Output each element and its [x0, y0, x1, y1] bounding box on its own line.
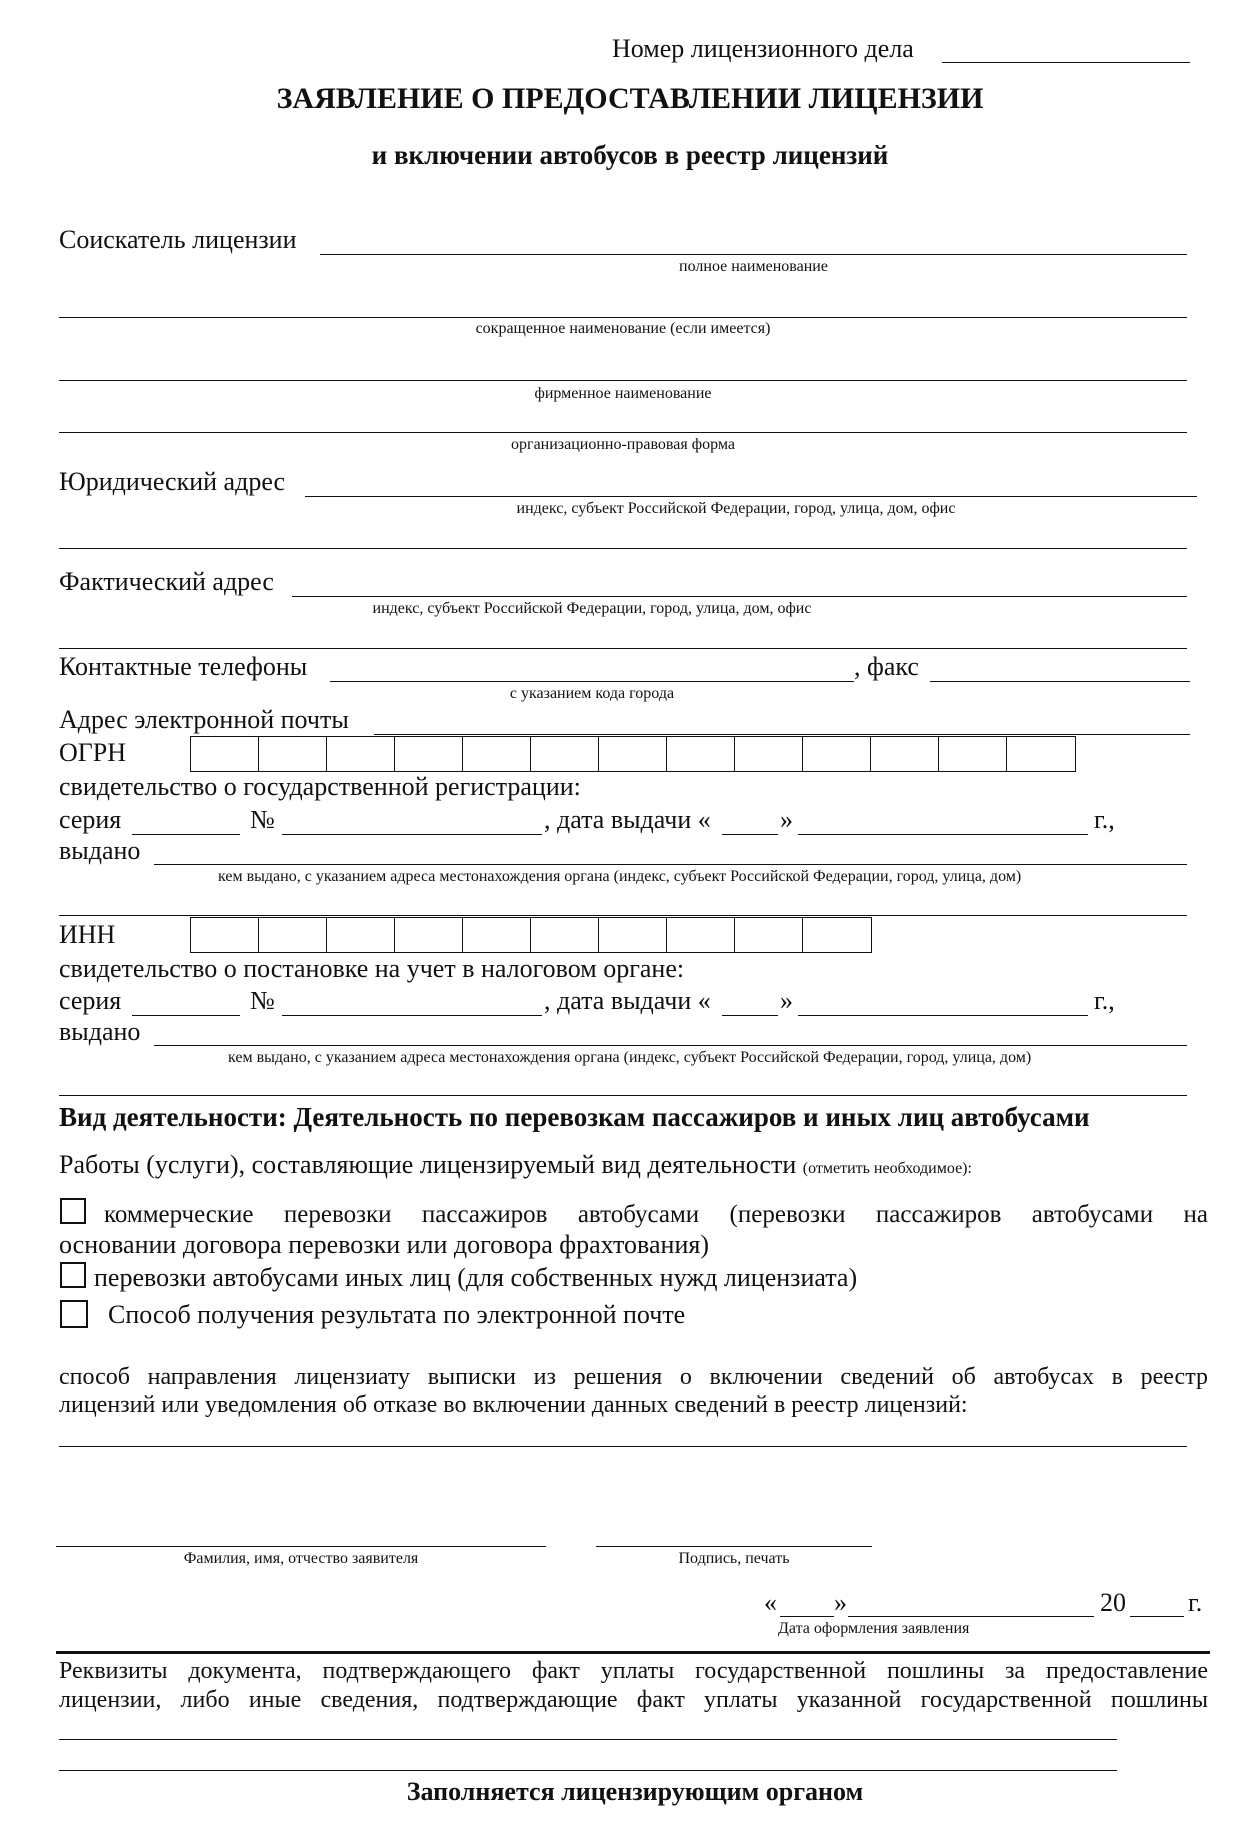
ogrn-cell[interactable]: [939, 737, 1007, 771]
ogrn-issued-field[interactable]: [154, 864, 1187, 865]
sign-date-open: «: [764, 1588, 777, 1617]
legal-address-field-line2[interactable]: [59, 548, 1187, 549]
ogrn-label: ОГРН: [59, 738, 127, 767]
inn-certificate-label: свидетельство о постановке на учет в налоговом органе:: [59, 954, 685, 983]
actual-address-field[interactable]: [292, 596, 1187, 597]
ogrn-date-month-field[interactable]: [798, 834, 1088, 835]
ogrn-date-label: , дата выдачи «: [544, 805, 711, 834]
sign-date-caption: Дата оформления заявления: [778, 1620, 970, 1637]
option-email-result-checkbox[interactable]: [60, 1300, 88, 1328]
applicant-name-caption: Фамилия, имя, отчество заявителя: [183, 1550, 419, 1567]
inn-label: ИНН: [59, 920, 116, 949]
ogrn-cell[interactable]: [463, 737, 531, 771]
ogrn-series-field[interactable]: [132, 834, 240, 835]
option-commercial-label-line1: коммерческие перевозки пассажиров автобусами (перевозки пассажиров автобусами на: [104, 1201, 1208, 1228]
ogrn-cell[interactable]: [735, 737, 803, 771]
option-commercial-checkbox[interactable]: [60, 1198, 86, 1224]
ogrn-cell[interactable]: [327, 737, 395, 771]
ogrn-issued-label: выдано: [59, 836, 141, 865]
works-label: Работы (услуги), составляющие лицензируемый вид деятельности: [59, 1150, 797, 1179]
inn-cell[interactable]: [667, 918, 735, 952]
legal-address-label: Юридический адрес: [59, 467, 286, 496]
brand-name-caption: фирменное наименование: [534, 385, 712, 402]
signature-field[interactable]: [596, 1546, 872, 1547]
short-name-caption: сокращенное наименование (если имеется): [475, 320, 771, 337]
sign-year-prefix: 20: [1100, 1588, 1126, 1617]
ogrn-issued-field-line2[interactable]: [59, 915, 1187, 916]
case-number-label: Номер лицензионного дела: [612, 34, 914, 63]
inn-date-label: , дата выдачи «: [544, 986, 711, 1015]
ogrn-year-suffix: г.,: [1094, 805, 1115, 834]
inn-cell[interactable]: [191, 918, 259, 952]
ogrn-number-field[interactable]: [282, 834, 542, 835]
fax-label: , факс: [854, 652, 919, 681]
delivery-line1: способ направления лицензиату выписки из решения о включении сведений об автобусах в реестр: [59, 1364, 1208, 1390]
applicant-full-name-field[interactable]: [320, 254, 1187, 255]
applicant-short-name-field[interactable]: [59, 317, 1187, 318]
phones-field[interactable]: [330, 681, 854, 682]
fax-field[interactable]: [930, 681, 1190, 682]
payment-line1: Реквизиты документа, подтверждающего факт уплаты государственной пошлины за предоставление: [59, 1658, 1208, 1684]
actual-address-caption: индекс, субъект Российской Федерации, город, улица, дом, офис: [372, 600, 812, 617]
document-title: ЗАЯВЛЕНИЕ О ПРЕДОСТАВЛЕНИИ ЛИЦЕНЗИИ: [276, 82, 984, 115]
phones-caption: с указанием кода города: [509, 685, 675, 702]
inn-issued-field[interactable]: [154, 1045, 1187, 1046]
inn-date-day-field[interactable]: [722, 1015, 778, 1016]
delivery-line2: лицензий или уведомления об отказе во включении данных сведений в реестр лицензий:: [59, 1392, 968, 1418]
inn-cell[interactable]: [463, 918, 531, 952]
signature-caption: Подпись, печать: [678, 1550, 790, 1567]
applicant-brand-name-field[interactable]: [59, 380, 1187, 381]
applicant-name-field[interactable]: [56, 1546, 546, 1547]
inn-issued-label: выдано: [59, 1017, 141, 1046]
inn-cell[interactable]: [599, 918, 667, 952]
ogrn-cell[interactable]: [259, 737, 327, 771]
inn-cell[interactable]: [803, 918, 871, 952]
legal-address-caption: индекс, субъект Российской Федерации, город, улица, дом, офис: [516, 500, 956, 517]
inn-cell[interactable]: [327, 918, 395, 952]
email-label: Адрес электронной почты: [59, 705, 349, 734]
inn-cell[interactable]: [395, 918, 463, 952]
sign-date-close: »: [834, 1588, 847, 1617]
ogrn-cell[interactable]: [531, 737, 599, 771]
actual-address-field-line2[interactable]: [59, 648, 1187, 649]
ogrn-number-label: №: [250, 805, 275, 834]
authority-section-label: Заполняется лицензирующим органом: [406, 1777, 864, 1806]
inn-issued-caption: кем выдано, с указанием адреса местонахождения органа (индекс, субъект Российской Федерации, город, улица, дом): [228, 1049, 1032, 1066]
activity-heading: Вид деятельности: Деятельность по перевозкам пассажиров и иных лиц автобусами: [59, 1102, 1090, 1132]
ogrn-cell[interactable]: [191, 737, 259, 771]
payment-field-line1[interactable]: [59, 1739, 1117, 1740]
sign-year-field[interactable]: [1130, 1616, 1184, 1617]
case-number-field[interactable]: [942, 62, 1190, 63]
inn-date-close: »: [780, 986, 793, 1015]
inn-series-label: серия: [59, 986, 122, 1015]
ogrn-cell[interactable]: [599, 737, 667, 771]
delivery-method-field[interactable]: [59, 1446, 1187, 1447]
ogrn-cell[interactable]: [395, 737, 463, 771]
email-field[interactable]: [374, 734, 1190, 735]
phones-label: Контактные телефоны: [59, 652, 308, 681]
works-label-row: [59, 1150, 972, 1184]
works-note: (отметить необходимое):: [802, 1160, 972, 1177]
ogrn-cell[interactable]: [667, 737, 735, 771]
legal-form-caption: организационно-правовая форма: [511, 436, 735, 453]
option-own-needs-label: перевозки автобусами иных лиц (для собственных нужд лицензиата): [94, 1263, 858, 1292]
inn-cells[interactable]: [190, 917, 872, 953]
sign-year-suffix: г.: [1188, 1588, 1203, 1617]
option-own-needs-checkbox[interactable]: [60, 1262, 86, 1288]
applicant-legal-form-field[interactable]: [59, 432, 1187, 433]
payment-line2: лицензии, либо иные сведения, подтверждающие факт уплаты указанной государственной пошлины: [59, 1687, 1208, 1713]
document-subtitle: и включении автобусов в реестр лицензий: [371, 140, 889, 170]
inn-number-field[interactable]: [282, 1015, 542, 1016]
ogrn-cells[interactable]: [190, 736, 1076, 772]
ogrn-series-label: серия: [59, 805, 122, 834]
ogrn-cell[interactable]: [803, 737, 871, 771]
ogrn-certificate-label: свидетельство о государственной регистрации:: [59, 772, 581, 801]
ogrn-cell[interactable]: [1007, 737, 1075, 771]
option-email-result-label: Способ получения результата по электронной почте: [108, 1300, 686, 1329]
inn-cell[interactable]: [735, 918, 803, 952]
full-name-caption: полное наименование: [679, 258, 828, 275]
inn-cell[interactable]: [259, 918, 327, 952]
inn-date-month-field[interactable]: [798, 1015, 1088, 1016]
section-divider: [56, 1651, 1210, 1654]
ogrn-cell[interactable]: [871, 737, 939, 771]
inn-year-suffix: г.,: [1094, 986, 1115, 1015]
inn-issued-field-line2[interactable]: [59, 1095, 1187, 1096]
sign-date-day-field[interactable]: [780, 1616, 834, 1617]
sign-date-month-field[interactable]: [848, 1616, 1094, 1617]
ogrn-date-day-field[interactable]: [722, 834, 778, 835]
inn-series-field[interactable]: [132, 1015, 240, 1016]
ogrn-issued-caption: кем выдано, с указанием адреса местонахождения органа (индекс, субъект Российской Федерации, город, улица, дом): [218, 868, 1022, 885]
applicant-label: Соискатель лицензии: [59, 225, 297, 254]
ogrn-date-close: »: [780, 805, 793, 834]
payment-field-line2[interactable]: [59, 1770, 1117, 1771]
option-commercial-label-line2: основании договора перевозки или договора фрахтования): [59, 1230, 709, 1259]
inn-number-label: №: [250, 986, 275, 1015]
actual-address-label: Фактический адрес: [59, 567, 274, 596]
legal-address-field[interactable]: [305, 496, 1197, 497]
inn-cell[interactable]: [531, 918, 599, 952]
